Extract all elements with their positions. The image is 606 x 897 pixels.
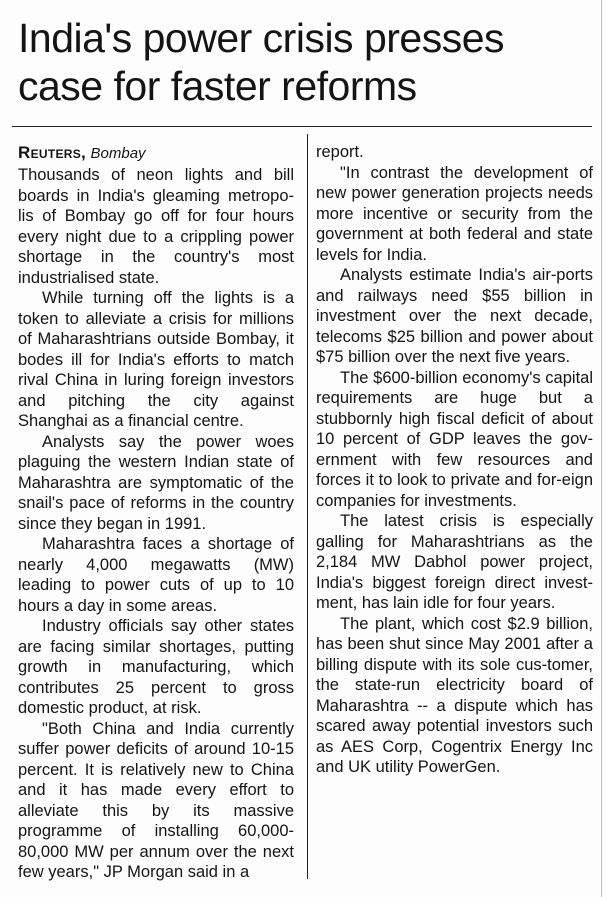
- article-paragraph: While turning off the lights is a token to alleviate a crisis for millions of Maharashtrians outside Bombay, it bodes ill for India's efforts to match rival China in luring foreign investors and pitching the city against Shanghai as a financial centre.: [18, 289, 294, 430]
- article-paragraph: "Both China and India currently suffer power deficits of around 10-15 percent. It is relatively new to China and it has made every effort to alleviate this by its massive programme of installing 60,000-80,000 MW per annum over the next few years," JP Morgan said in a: [18, 719, 294, 881]
- article-paragraph: Analysts say the power woes plaguing the western Indian state of Maharashtra are symptomatic of the snail's pace of reforms in the country since they began in 1991.: [18, 432, 294, 533]
- byline: [18, 142, 294, 165]
- article-paragraph: The plant, which cost $2.9 billion, has been shut since May 2001 after a billing dispute with its sole cus-tomer, the state-run electricity board of Maharashtra -- a dispute which has scared away potential investors such as AES Corp, Cogentrix Energy Inc and UK utility PowerGen.: [316, 614, 593, 776]
- article-paragraph: The latest crisis is especially galling for Maharashtrians as the 2,184 MW Dabhol power project, India's biggest foreign direct invest-ment, has lain idle for four years.: [316, 512, 593, 612]
- article-paragraph: Industry officials say other states are facing similar shortages, putting growth in manufacturing, which contributes 25 percent to gross domestic product, at risk.: [18, 617, 294, 717]
- article-paragraph: The $600-billion economy's capital requirements are huge but a stubbornly high fiscal deficit of about 10 percent of GDP leaves the gov-ernment with few resources and forces it to look to private and for-eign companies for investments.: [316, 368, 593, 510]
- byline-agency: Reuters,: [18, 143, 87, 162]
- article-paragraph: Maharashtra faces a shortage of nearly 4,000 megawatts (MW) leading to power cuts of up to 10 hours a day in some areas.: [18, 535, 294, 615]
- byline-city: Bombay: [90, 145, 146, 162]
- page-edge: [601, 0, 602, 897]
- article-continuation: report.: [316, 143, 364, 161]
- right-column: [316, 142, 593, 778]
- headline-rule: [12, 126, 592, 127]
- article-paragraph: Analysts estimate India's air-ports and railways need $55 billion in investment over the next decade, telecoms $25 billion and power about $75 billion over the next five years.: [316, 266, 593, 366]
- article-paragraph: Thousands of neon lights and bill boards in India's gleaming metropo-lis of Bombay go off for four hours every night due to a crippling power shortage in the country's most industrialised state.: [18, 166, 294, 287]
- column-divider: [307, 134, 308, 879]
- left-column: [18, 142, 294, 883]
- article-paragraph: "In contrast the development of new power generation projects needs more incentive or security from the government at both federal and state levels for India.: [316, 163, 593, 264]
- headline: India's power crisis presses case for faster reforms: [18, 15, 505, 109]
